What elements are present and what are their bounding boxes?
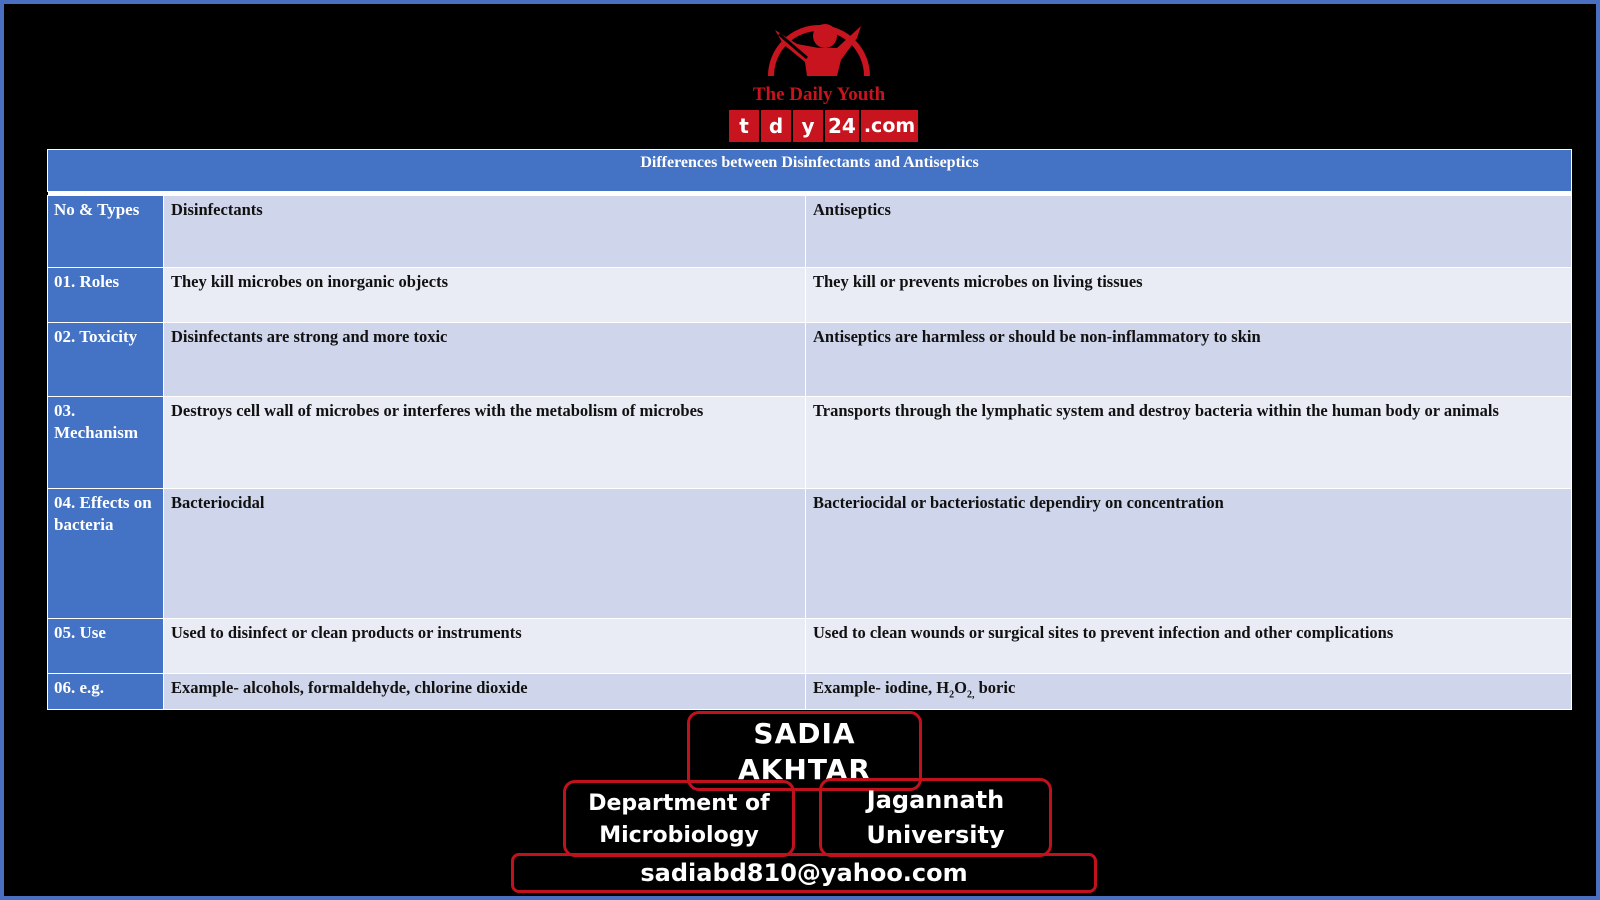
example-text-prefix: Example- iodine, H [813, 678, 950, 697]
antiseptic-cell: Antiseptics are harmless or should be non-inflammatory to skin [806, 323, 1572, 397]
author-university: Jagannath University [819, 778, 1052, 857]
table-row [48, 674, 1572, 710]
table-row [48, 489, 1572, 619]
logo-title: The Daily Youth [752, 84, 886, 105]
author-department: Department of Microbiology [563, 780, 795, 857]
logo-emblem-icon [757, 14, 881, 84]
author-name: SADIA AKHTAR [687, 711, 922, 791]
logo-tiles [729, 110, 918, 142]
table-title: Differences between Disinfectants and Antiseptics [48, 150, 1572, 192]
antiseptic-cell: Bacteriocidal or bacteriostatic dependiry on concentration [806, 489, 1572, 619]
daily-youth-logo [729, 14, 916, 142]
disinfectant-cell: Bacteriocidal [164, 489, 806, 619]
comparison-table [47, 149, 1572, 710]
table-row [48, 268, 1572, 323]
antiseptic-cell: They kill or prevents microbes on living tissues [806, 268, 1572, 323]
logo-tile: t [729, 110, 759, 142]
table-row [48, 619, 1572, 674]
column-header-antiseptics: Antiseptics [806, 196, 1572, 268]
antiseptic-cell [806, 674, 1572, 710]
row-label: 04. Effects on bacteria [48, 489, 164, 619]
disinfectant-cell: Example- alcohols, formaldehyde, chlorine dioxide [164, 674, 806, 710]
disinfectant-cell: Used to disinfect or clean products or instruments [164, 619, 806, 674]
disinfectant-cell: Disinfectants are strong and more toxic [164, 323, 806, 397]
row-label: 01. Roles [48, 268, 164, 323]
column-header-disinfectants: Disinfectants [164, 196, 806, 268]
logo-tile: 24 [825, 110, 859, 142]
subscript: 2 [949, 689, 955, 701]
logo-tile: d [761, 110, 791, 142]
table-header-row [48, 196, 1572, 268]
row-label: 05. Use [48, 619, 164, 674]
row-label: 03. Mechanism [48, 397, 164, 489]
table-row [48, 397, 1572, 489]
logo-tile: y [793, 110, 823, 142]
example-text-mid: O [954, 678, 967, 697]
logo-tile: .com [861, 110, 918, 142]
disinfectant-cell: Destroys cell wall of microbes or interferes with the metabolism of microbes [164, 397, 806, 489]
antiseptic-cell: Used to clean wounds or surgical sites to prevent infection and other complications [806, 619, 1572, 674]
example-text-suffix: boric [974, 678, 1016, 697]
table-row [48, 323, 1572, 397]
row-label: 06. e.g. [48, 674, 164, 710]
author-email: sadiabd810@yahoo.com [511, 853, 1097, 893]
disinfectant-cell: They kill microbes on inorganic objects [164, 268, 806, 323]
subscript: 2, [966, 689, 975, 701]
row-label: 02. Toxicity [48, 323, 164, 397]
antiseptic-cell: Transports through the lymphatic system and destroy bacteria within the human body or animals [806, 397, 1572, 489]
row-label: No & Types [48, 196, 164, 268]
